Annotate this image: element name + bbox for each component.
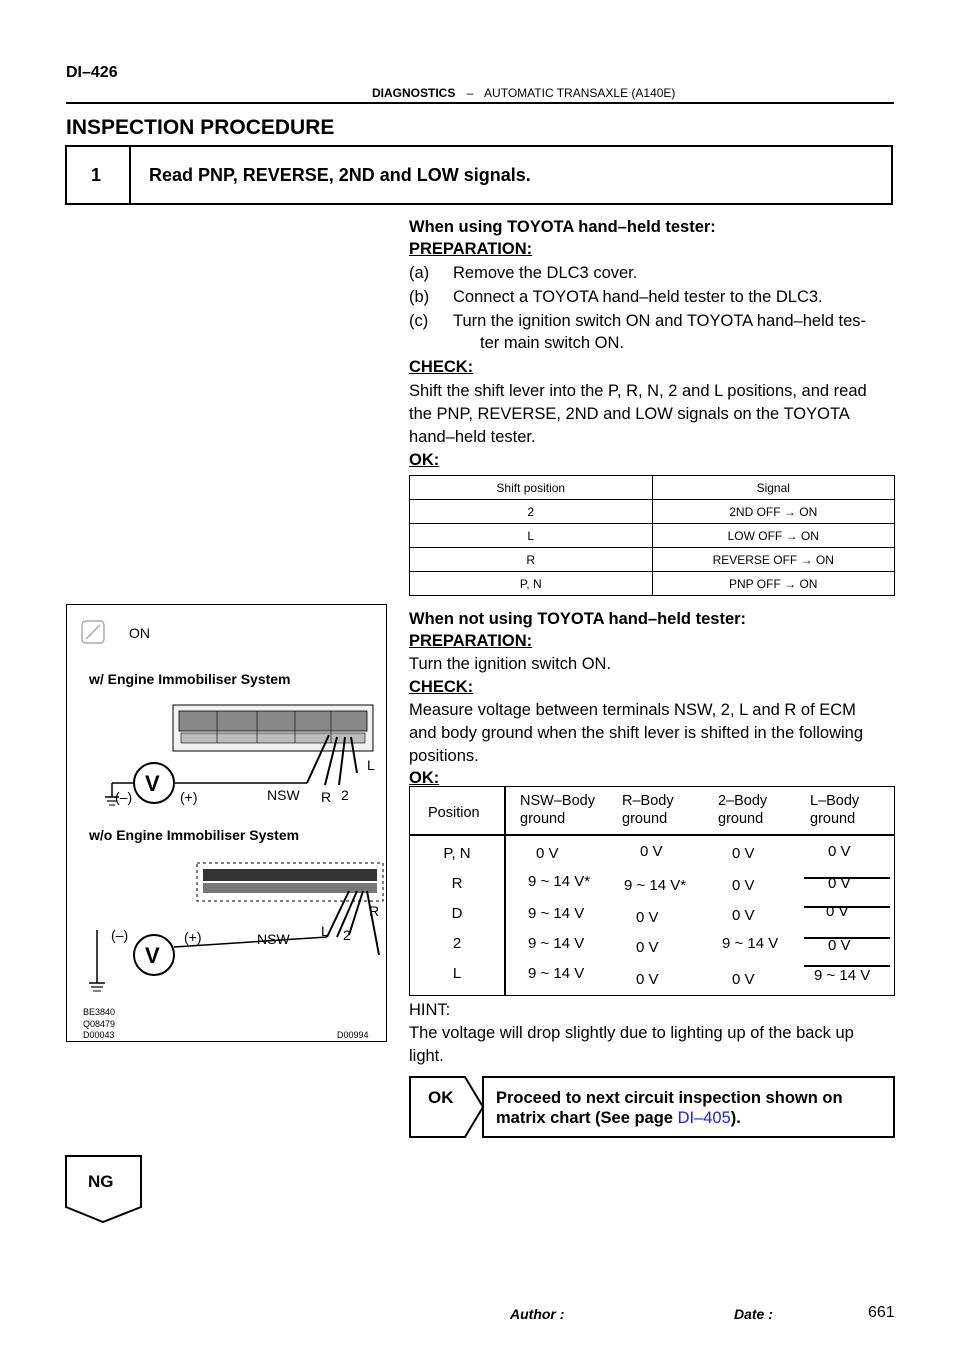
tester-heading: When using TOYOTA hand–held tester: bbox=[409, 218, 716, 236]
table-header: Signal bbox=[652, 476, 895, 500]
hint-label: HINT: bbox=[409, 1001, 451, 1019]
page-link[interactable]: DI–405 bbox=[677, 1109, 731, 1127]
col-header-position: Position bbox=[428, 805, 480, 821]
cell-l: 0 V bbox=[828, 843, 851, 860]
on-label: ON bbox=[129, 625, 150, 641]
table-header-row bbox=[410, 476, 895, 500]
col-header-r-1: R–Body bbox=[622, 793, 674, 809]
col-header-l-2: ground bbox=[810, 811, 856, 827]
no-tester-ok-label: OK: bbox=[409, 769, 440, 787]
proceed-text bbox=[496, 1088, 883, 1128]
table-row bbox=[410, 500, 895, 524]
terminal-nsw-label: NSW bbox=[257, 931, 290, 947]
no-tester-check-line-2: and body ground when the shift lever is shifted in the following bbox=[409, 724, 864, 742]
section-name: DIAGNOSTICS bbox=[372, 86, 456, 100]
terminal-nsw-label: NSW bbox=[267, 787, 300, 803]
terminal-l-label: L bbox=[321, 923, 329, 939]
proceed-box bbox=[482, 1076, 895, 1138]
prep-item-b-marker: (b) bbox=[409, 288, 430, 306]
prep-item-a-marker: (a) bbox=[409, 264, 430, 282]
footer-date: Date : bbox=[734, 1306, 773, 1322]
terminal-2-label: 2 bbox=[341, 787, 349, 803]
voltage-table bbox=[409, 786, 895, 996]
running-header bbox=[372, 86, 675, 100]
row-position: R bbox=[451, 875, 463, 892]
row-position: 2 bbox=[452, 935, 462, 952]
header-rule bbox=[66, 102, 894, 104]
cell-nsw: 9 ~ 14 V bbox=[528, 905, 585, 922]
no-tester-heading: When not using TOYOTA hand–held tester: bbox=[409, 610, 747, 628]
table-header: Shift position bbox=[410, 476, 653, 500]
cell-two: 0 V bbox=[732, 877, 755, 894]
cell-r: 0 V bbox=[636, 939, 659, 956]
table-cell: L bbox=[410, 524, 653, 548]
cell-l: 0 V bbox=[826, 903, 849, 920]
tester-check-line-3: hand–held tester. bbox=[409, 428, 536, 446]
page-code: DI–426 bbox=[66, 64, 118, 81]
page-number: 661 bbox=[868, 1304, 895, 1321]
col-header-l-1: L–Body bbox=[810, 793, 860, 809]
minus-terminal-label: (–) bbox=[111, 927, 129, 943]
cell-two: 0 V bbox=[732, 971, 755, 988]
hint-line-1: The voltage will drop slightly due to lighting up of the back up bbox=[409, 1024, 854, 1042]
cell-l: 0 V bbox=[828, 875, 851, 892]
tester-ok-label: OK: bbox=[409, 451, 440, 469]
cell-l: 9 ~ 14 V bbox=[814, 967, 871, 984]
table-cell: 2 bbox=[410, 500, 653, 524]
ng-label: NG bbox=[88, 1172, 114, 1191]
step-title: Read PNP, REVERSE, 2ND and LOW signals. bbox=[149, 165, 531, 185]
tester-prep-label: PREPARATION: bbox=[409, 240, 533, 258]
without-immobiliser-label: w/o Engine Immobiliser System bbox=[89, 827, 300, 843]
table-row bbox=[410, 524, 895, 548]
cell-r: 0 V bbox=[636, 909, 659, 926]
table-divider bbox=[504, 787, 506, 995]
cell-l: 0 V bbox=[828, 937, 851, 954]
cell-r: 0 V bbox=[636, 971, 659, 988]
table-row bbox=[410, 548, 895, 572]
prep-item-c-cont: ter main switch ON. bbox=[480, 334, 624, 352]
figure-code: BE3840 bbox=[83, 1007, 116, 1017]
table-row bbox=[410, 572, 895, 596]
table-cell: REVERSE OFF → ON bbox=[652, 548, 895, 572]
proceed-line-2 bbox=[496, 1108, 883, 1128]
terminal-2-label: 2 bbox=[343, 927, 351, 943]
tester-check-line-2: the PNP, REVERSE, 2ND and LOW signals on the TOYOTA bbox=[409, 405, 850, 423]
cell-r: 0 V bbox=[640, 843, 663, 860]
header-rule bbox=[410, 834, 894, 836]
table-cell: 2ND OFF → ON bbox=[652, 500, 895, 524]
figure-code: Q08479 bbox=[83, 1019, 116, 1029]
row-position: P, N bbox=[443, 845, 471, 862]
terminal-r-label: R bbox=[321, 789, 332, 805]
cell-nsw: 9 ~ 14 V* bbox=[528, 873, 591, 890]
prep-item-c-marker: (c) bbox=[409, 312, 429, 330]
cell-two: 9 ~ 14 V bbox=[722, 935, 779, 952]
cell-r: 9 ~ 14 V* bbox=[624, 877, 687, 894]
tester-check-label: CHECK: bbox=[409, 358, 474, 376]
ok-label: OK bbox=[428, 1088, 454, 1107]
row-position: D bbox=[451, 905, 463, 922]
no-tester-check-line-3: positions. bbox=[409, 747, 479, 765]
table-cell: PNP OFF → ON bbox=[652, 572, 895, 596]
prep-item-c-text: Turn the ignition switch ON and TOYOTA hand–held tes- bbox=[453, 312, 867, 330]
no-tester-prep-text: Turn the ignition switch ON. bbox=[409, 655, 612, 673]
no-tester-check-label: CHECK: bbox=[409, 678, 474, 696]
table-cell: R bbox=[410, 548, 653, 572]
cell-nsw: 9 ~ 14 V bbox=[528, 935, 585, 952]
ecm-connector-upper bbox=[173, 705, 373, 751]
col-header-nsw-1: NSW–Body bbox=[520, 793, 595, 809]
cell-two: 0 V bbox=[732, 845, 755, 862]
proceed-line-2-end: ). bbox=[730, 1109, 741, 1127]
table-cell: P, N bbox=[410, 572, 653, 596]
figure-code: D00043 bbox=[83, 1030, 115, 1040]
subsection-name: AUTOMATIC TRANSAXLE (A140E) bbox=[484, 86, 676, 100]
hint-line-2: light. bbox=[409, 1047, 444, 1065]
page-title: INSPECTION PROCEDURE bbox=[66, 116, 335, 139]
plus-terminal-label: (+) bbox=[180, 789, 198, 805]
footer-author: Author : bbox=[510, 1306, 565, 1322]
no-tester-prep-label: PREPARATION: bbox=[409, 632, 533, 650]
wiring-figure bbox=[66, 604, 387, 1042]
tester-check-line-1: Shift the shift lever into the P, R, N, 2 and L positions, and read bbox=[409, 382, 867, 400]
prep-item-b-text: Connect a TOYOTA hand–held tester to the DLC3. bbox=[453, 288, 823, 306]
prep-item-a-text: Remove the DLC3 cover. bbox=[453, 264, 638, 282]
terminal-l-label: L bbox=[367, 757, 375, 773]
table-cell: LOW OFF → ON bbox=[652, 524, 895, 548]
terminal-r-label: R bbox=[369, 903, 380, 919]
col-header-nsw-2: ground bbox=[520, 811, 566, 827]
signal-table bbox=[409, 475, 895, 596]
header-dash: – bbox=[466, 86, 474, 100]
proceed-line-1: Proceed to next circuit inspection shown on bbox=[496, 1089, 843, 1107]
voltmeter-symbol: V bbox=[145, 771, 160, 796]
cell-nsw: 9 ~ 14 V bbox=[528, 965, 585, 982]
step-box bbox=[65, 145, 893, 205]
row-position: L bbox=[452, 965, 462, 982]
col-header-two-1: 2–Body bbox=[718, 793, 768, 809]
minus-terminal-label: (–) bbox=[115, 789, 133, 805]
cell-nsw: 0 V bbox=[536, 845, 559, 862]
cell-two: 0 V bbox=[732, 907, 755, 924]
no-tester-check-line-1: Measure voltage between terminals NSW, 2, L and R of ECM bbox=[409, 701, 856, 719]
proceed-line-2-text: matrix chart (See page bbox=[496, 1109, 678, 1127]
col-header-two-2: ground bbox=[718, 811, 764, 827]
voltmeter-symbol: V bbox=[145, 943, 160, 968]
with-immobiliser-label: w/ Engine Immobiliser System bbox=[89, 671, 291, 687]
figure-code: D00994 bbox=[337, 1030, 369, 1040]
plus-terminal-label: (+) bbox=[184, 929, 202, 945]
col-header-r-2: ground bbox=[622, 811, 668, 827]
step-number: 1 bbox=[91, 165, 102, 185]
step-divider bbox=[129, 147, 131, 203]
ignition-key-icon bbox=[82, 621, 104, 643]
